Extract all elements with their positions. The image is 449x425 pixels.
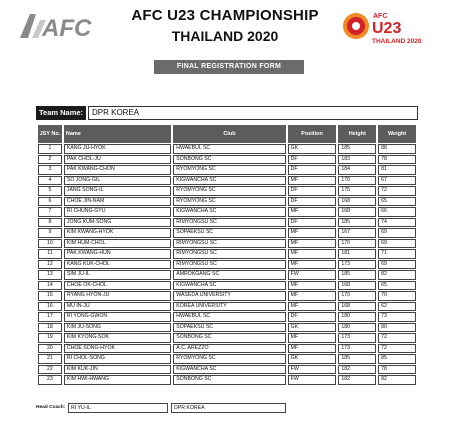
- table-row: [38, 239, 416, 249]
- cell-jersey-no: 14: [38, 281, 62, 291]
- cell-weight: 65: [378, 197, 416, 207]
- cell-weight: 71: [378, 249, 416, 259]
- cell-weight: 72: [378, 186, 416, 196]
- table-row: [38, 323, 416, 333]
- cell-height: 183: [338, 155, 376, 165]
- cell-jersey-no: 5: [38, 186, 62, 196]
- cell-weight: 78: [378, 365, 416, 375]
- cell-jersey-no: 10: [38, 239, 62, 249]
- table-row: [38, 155, 416, 165]
- cell-weight: 72: [378, 344, 416, 354]
- cell-height: 181: [338, 249, 376, 259]
- cell-jersey-no: 12: [38, 260, 62, 270]
- cell-name: KIM JU-SONG: [64, 323, 171, 333]
- cell-weight: 65: [378, 281, 416, 291]
- cell-jersey-no: 6: [38, 197, 62, 207]
- cell-club: KIGWANCHA SC: [173, 176, 285, 186]
- cell-jersey-no: 17: [38, 312, 62, 322]
- cell-position: MF: [288, 249, 337, 259]
- svg-text:THAILAND 2020: THAILAND 2020: [372, 38, 422, 45]
- cell-name: SO JONG-GIL: [64, 176, 171, 186]
- cell-position: DF: [288, 186, 337, 196]
- cell-club: RIMYONGSU SC: [173, 249, 285, 259]
- cell-club: HWAEBUL SC: [173, 312, 285, 322]
- cell-position: DF: [288, 312, 337, 322]
- cell-jersey-no: 20: [38, 344, 62, 354]
- cell-position: MF: [288, 344, 337, 354]
- cell-jersey-no: 4: [38, 176, 62, 186]
- cell-height: 180: [338, 312, 376, 322]
- cell-name: KANG KUK-CHOL: [64, 260, 171, 270]
- cell-club: KIGWANCHA SC: [173, 281, 285, 291]
- cell-club: KIGWANCHA SC: [173, 207, 285, 217]
- cell-jersey-no: 2: [38, 155, 62, 165]
- cell-height: 184: [338, 165, 376, 175]
- head-coach-team: DPR KOREA: [171, 403, 286, 413]
- svg-text:AFC: AFC: [373, 13, 388, 20]
- cell-height: 185: [338, 354, 376, 364]
- cell-name: RYANG HYON-JU: [64, 291, 171, 301]
- header-weight: Weight: [378, 125, 416, 143]
- cell-jersey-no: 19: [38, 333, 62, 343]
- cell-weight: 85: [378, 354, 416, 364]
- cell-name: CHOE SONG-HYOK: [64, 344, 171, 354]
- cell-club: AMROKGANG SC: [173, 270, 285, 280]
- cell-name: RI YONG-GWON: [64, 312, 171, 322]
- cell-jersey-no: 7: [38, 207, 62, 217]
- cell-position: GK: [288, 144, 337, 154]
- cell-name: KIM KYONG-SOK: [64, 333, 171, 343]
- cell-jersey-no: 15: [38, 291, 62, 301]
- table-row: [38, 260, 416, 270]
- cell-position: MF: [288, 333, 337, 343]
- cell-name: KIM HWI-HWANG: [64, 375, 171, 385]
- cell-name: SIM JU-IL: [64, 270, 171, 280]
- cell-height: 173: [338, 333, 376, 343]
- cell-name: PAK KWANG-HUN: [64, 249, 171, 259]
- cell-name: PAK CHOL-JU: [64, 155, 171, 165]
- team-name-row: [36, 106, 418, 120]
- cell-name: KIM KWANG-HYOK: [64, 228, 171, 238]
- cell-height: 185: [338, 270, 376, 280]
- cell-position: GK: [288, 323, 337, 333]
- cell-height: 168: [338, 197, 376, 207]
- table-header-row: [38, 125, 416, 143]
- cell-weight: 82: [378, 375, 416, 385]
- cell-jersey-no: 18: [38, 323, 62, 333]
- cell-height: 173: [338, 260, 376, 270]
- cell-position: DF: [288, 218, 337, 228]
- cell-position: FW: [288, 270, 337, 280]
- table-row: [38, 375, 416, 385]
- cell-club: RYOMYONG SC: [173, 186, 285, 196]
- table-row: [38, 176, 416, 186]
- table-row: [38, 186, 416, 196]
- cell-position: MF: [288, 302, 337, 312]
- cell-height: 170: [338, 291, 376, 301]
- cell-name: MU IN-JU: [64, 302, 171, 312]
- cell-height: 180: [338, 323, 376, 333]
- cell-position: DF: [288, 165, 337, 175]
- header-club: Club: [173, 125, 285, 143]
- table-row: [38, 197, 416, 207]
- cell-position: MF: [288, 176, 337, 186]
- form-title: FINAL REGISTRATION FORM: [154, 60, 304, 74]
- table-row: [38, 312, 416, 322]
- cell-height: 170: [338, 176, 376, 186]
- cell-position: FW: [288, 375, 337, 385]
- header-height: Height: [338, 125, 376, 143]
- cell-position: MF: [288, 239, 337, 249]
- cell-position: MF: [288, 260, 337, 270]
- table-row: [38, 218, 416, 228]
- cell-weight: 78: [378, 155, 416, 165]
- table-row: [38, 354, 416, 364]
- registration-table: [36, 124, 418, 386]
- cell-name: KANG JU-HYOK: [64, 144, 171, 154]
- cell-club: SOPAEKSU SC: [173, 228, 285, 238]
- table-row: [38, 270, 416, 280]
- cell-club: SONBONG SC: [173, 155, 285, 165]
- cell-height: 168: [338, 281, 376, 291]
- cell-club: SONBONG SC: [173, 333, 285, 343]
- cell-name: KIM HUM-CHOL: [64, 239, 171, 249]
- cell-name: JANG SONG-IL: [64, 186, 171, 196]
- head-coach-label: Head Coach:: [36, 405, 66, 410]
- roster-body: [38, 144, 416, 385]
- head-coach-row: [36, 403, 286, 413]
- table-row: [38, 333, 416, 343]
- cell-jersey-no: 8: [38, 218, 62, 228]
- cell-club: RYOMYONG SC: [173, 165, 285, 175]
- cell-position: GK: [288, 354, 337, 364]
- cell-club: KIGWANCHA SC: [173, 365, 285, 375]
- cell-position: MF: [288, 291, 337, 301]
- cell-club: RYOMYONG SC: [173, 197, 285, 207]
- cell-club: RYOMYONG SC: [173, 354, 285, 364]
- table-row: [38, 281, 416, 291]
- cell-weight: 73: [378, 312, 416, 322]
- cell-weight: 69: [378, 228, 416, 238]
- head-coach-name: RI YU-IL: [68, 403, 168, 413]
- header-name: Name: [64, 125, 171, 143]
- title-block: [90, 7, 360, 45]
- cell-jersey-no: 1: [38, 144, 62, 154]
- cell-jersey-no: 23: [38, 375, 62, 385]
- cell-weight: 67: [378, 176, 416, 186]
- svg-text:AFC: AFC: [42, 15, 92, 42]
- cell-height: 167: [338, 228, 376, 238]
- championship-title: AFC U23 CHAMPIONSHIP: [131, 7, 319, 24]
- cell-weight: 69: [378, 239, 416, 249]
- table-row: [38, 291, 416, 301]
- cell-height: 182: [338, 365, 376, 375]
- cell-weight: 82: [378, 270, 416, 280]
- cell-jersey-no: 16: [38, 302, 62, 312]
- team-name-label: Team Name:: [36, 106, 86, 120]
- cell-jersey-no: 13: [38, 270, 62, 280]
- cell-weight: 72: [378, 333, 416, 343]
- cell-height: 168: [338, 302, 376, 312]
- team-name-value: DPR KOREA: [88, 106, 418, 120]
- cell-club: RIMYONGSU SC: [173, 218, 285, 228]
- table-row: [38, 207, 416, 217]
- cell-club: KOREA UNIVERSITY: [173, 302, 285, 312]
- cell-name: KIM KUK-JIN: [64, 365, 171, 375]
- cell-height: 185: [338, 218, 376, 228]
- cell-position: DF: [288, 155, 337, 165]
- cell-position: MF: [288, 228, 337, 238]
- cell-weight: 74: [378, 218, 416, 228]
- cell-name: CHOE JIN-NAM: [64, 197, 171, 207]
- cell-weight: 70: [378, 291, 416, 301]
- cell-jersey-no: 3: [38, 165, 62, 175]
- header-position: Position: [288, 125, 337, 143]
- championship-host: THAILAND 2020: [171, 28, 279, 44]
- table-row: [38, 365, 416, 375]
- cell-jersey-no: 11: [38, 249, 62, 259]
- cell-club: HWAEBUL SC: [173, 144, 285, 154]
- header: [0, 0, 449, 52]
- table-row: [38, 344, 416, 354]
- cell-name: RI CHUNG-GYU: [64, 207, 171, 217]
- table-row: [38, 165, 416, 175]
- cell-weight: 80: [378, 323, 416, 333]
- cell-club: WASEDA UNIVERSITY: [173, 291, 285, 301]
- cell-height: 170: [338, 239, 376, 249]
- table-row: [38, 302, 416, 312]
- cell-weight: 66: [378, 207, 416, 217]
- cell-jersey-no: 22: [38, 365, 62, 375]
- cell-weight: 88: [378, 144, 416, 154]
- cell-height: 185: [338, 144, 376, 154]
- cell-name: CHOE OK-CHOL: [64, 281, 171, 291]
- cell-weight: 69: [378, 260, 416, 270]
- cell-position: FW: [288, 365, 337, 375]
- cell-height: 182: [338, 375, 376, 385]
- table-row: [38, 144, 416, 154]
- cell-weight: 62: [378, 302, 416, 312]
- svg-text:U23: U23: [372, 20, 402, 37]
- cell-height: 173: [338, 344, 376, 354]
- cell-weight: 81: [378, 165, 416, 175]
- cell-club: SONBONG SC: [173, 375, 285, 385]
- cell-club: A.C. AREZZO: [173, 344, 285, 354]
- cell-jersey-no: 21: [38, 354, 62, 364]
- cell-height: 168: [338, 207, 376, 217]
- u23-logo: [342, 6, 438, 48]
- cell-name: RI CHOL-SONG: [64, 354, 171, 364]
- cell-name: PAK KWANG-CHON: [64, 165, 171, 175]
- cell-club: SOPAEKSU SC: [173, 323, 285, 333]
- table-row: [38, 249, 416, 259]
- header-jersey-no: JSY No.: [38, 125, 62, 143]
- cell-club: RIMYONGSU SC: [173, 239, 285, 249]
- cell-position: MF: [288, 281, 337, 291]
- cell-position: DF: [288, 197, 337, 207]
- cell-jersey-no: 9: [38, 228, 62, 238]
- cell-position: MF: [288, 207, 337, 217]
- cell-club: RIMYONGSU SC: [173, 260, 285, 270]
- afc-logo: [18, 10, 92, 42]
- cell-name: JONG KUM-SONG: [64, 218, 171, 228]
- cell-height: 175: [338, 186, 376, 196]
- table-row: [38, 228, 416, 238]
